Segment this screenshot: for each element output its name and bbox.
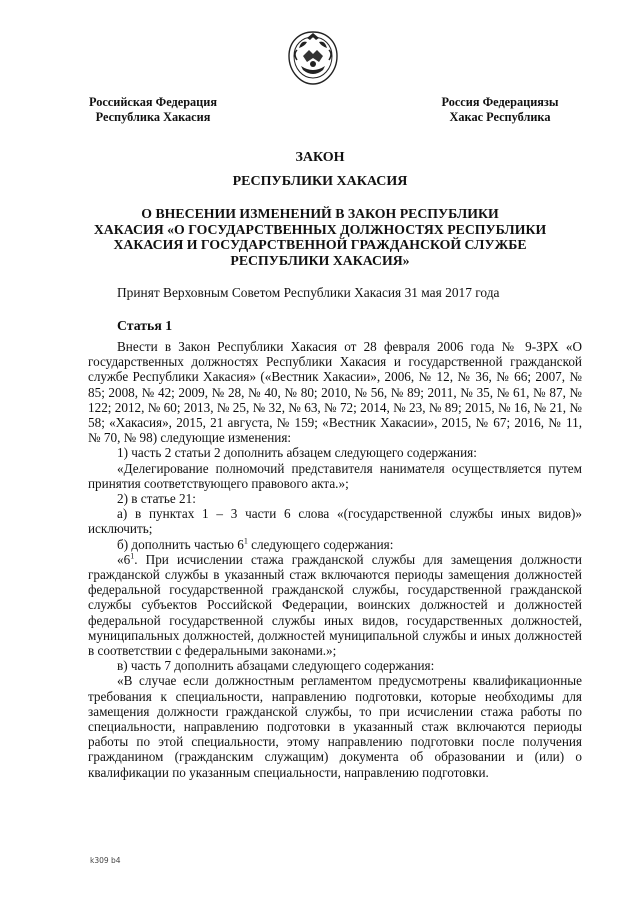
header-right-line1: Россия Федерациязы: [441, 95, 559, 109]
paragraph-item-2c: в) часть 7 дополнить абзацами следующего содержания:: [117, 658, 435, 674]
paragraph-quote-2-post: . При исчислении стажа гражданской службы для замещения должности гражданской службы в указанный стаж включаются периоды замещения должностей федеральной государственной гражданской службы, государственной гражданской службы субъектов Российской Федерации, воинских должностей и должностей федеральной государственной службы иных видов, государственных должностей, муниципальных должностей, должностей муниципальной службы и иных должностей в соответствии с федеральными законами.»;: [88, 551, 582, 659]
footer-code: k309 b4: [90, 856, 121, 865]
law-subject-line2: ХАКАСИЯ «О ГОСУДАРСТВЕННЫХ ДОЛЖНОСТЯХ РЕСПУБЛИКИ: [93, 221, 547, 237]
paragraph-quote-2: [88, 552, 582, 658]
coat-of-arms-icon: [287, 30, 339, 86]
paragraph-item-2: 2) в статье 21:: [117, 491, 196, 507]
superscript: 1: [243, 536, 248, 546]
paragraph-quote-1: «Делегирование полномочий представителя нанимателя осуществляется путем принятия соответствующего правового акта.»;: [88, 460, 582, 491]
paragraph-intro: Внести в Закон Республики Хакасия от 28 февраля 2006 года № 9-ЗРХ «О государственных должностях Республики Хакасия и государственной гражданской службе Республики Хакасия» («Вестник Хакасии», 2006, № 12, № 36, № 66; 2007, № 85; 2008, № 42; 2009, № 28, № 40, № 80; 2010, № 56, № 89; 2011, № 35, № 61, № 87, № 122; 2012, № 60; 2013, № 25, № 32, № 63, № 72; 2014, № 23, № 89; 2015, № 16, № 21, № 58; «Хакасия», 2015, 21 августа, № 159; «Вестник Хакасии», 2015, № 67; 2016, № 11, № 70, № 98) следующие изменения:: [88, 339, 582, 446]
paragraph-item-1: 1) часть 2 статьи 2 дополнить абзацем следующего содержания:: [117, 445, 477, 461]
law-subject: [72, 206, 568, 268]
law-subject-line3: ХАКАСИЯ И ГОСУДАРСТВЕННОЙ ГРАЖДАНСКОЙ СЛУЖБЕ: [113, 237, 527, 253]
superscript: 1: [130, 551, 135, 561]
header-khakas: [420, 95, 580, 125]
header-left-line1: Российская Федерация: [88, 95, 218, 109]
law-title: ЗАКОН: [295, 150, 345, 165]
law-republic: РЕСПУБЛИКИ ХАКАСИЯ: [232, 174, 408, 189]
paragraph-item-2a: а) в пунктах 1 – 3 части 6 слова «(государственной службы иных видов)» исключить;: [88, 506, 582, 537]
paragraph-item-2b-pre: б) дополнить частью 6: [117, 536, 244, 552]
paragraph-quote-2-pre: «6: [117, 551, 131, 567]
paragraph-quote-3: «В случае если должностным регламентом предусмотрены квалификационные требования к специальности, направлению подготовки, которые необходимы для замещения должности гражданской службы, то при исчислении стажа работы по специальности, направлению подготовки в указанный стаж включаются периоды работы по этой специальности, этому направлению подготовки после получения гражданином (гражданским служащим) документа об образовании и (или) о квалификации по указанным специальности, направлению подготовки.: [88, 673, 582, 780]
law-subject-line1: О ВНЕСЕНИИ ИЗМЕНЕНИЙ В ЗАКОН РЕСПУБЛИКИ: [141, 206, 499, 221]
paragraph-item-2b-post: следующего содержания:: [247, 536, 394, 552]
adoption-line: Принят Верховным Советом Республики Хакасия 31 мая 2017 года: [117, 285, 500, 300]
header-right-line2: Хакас Республика: [449, 110, 551, 124]
article-body: [88, 339, 582, 780]
article-heading: Статья 1: [117, 318, 173, 333]
header-left-line2: Республика Хакасия: [95, 110, 211, 124]
paragraph-item-2b: [88, 537, 582, 552]
law-subject-line4: РЕСПУБЛИКИ ХАКАСИЯ»: [230, 252, 410, 268]
header-russian: [70, 95, 236, 125]
